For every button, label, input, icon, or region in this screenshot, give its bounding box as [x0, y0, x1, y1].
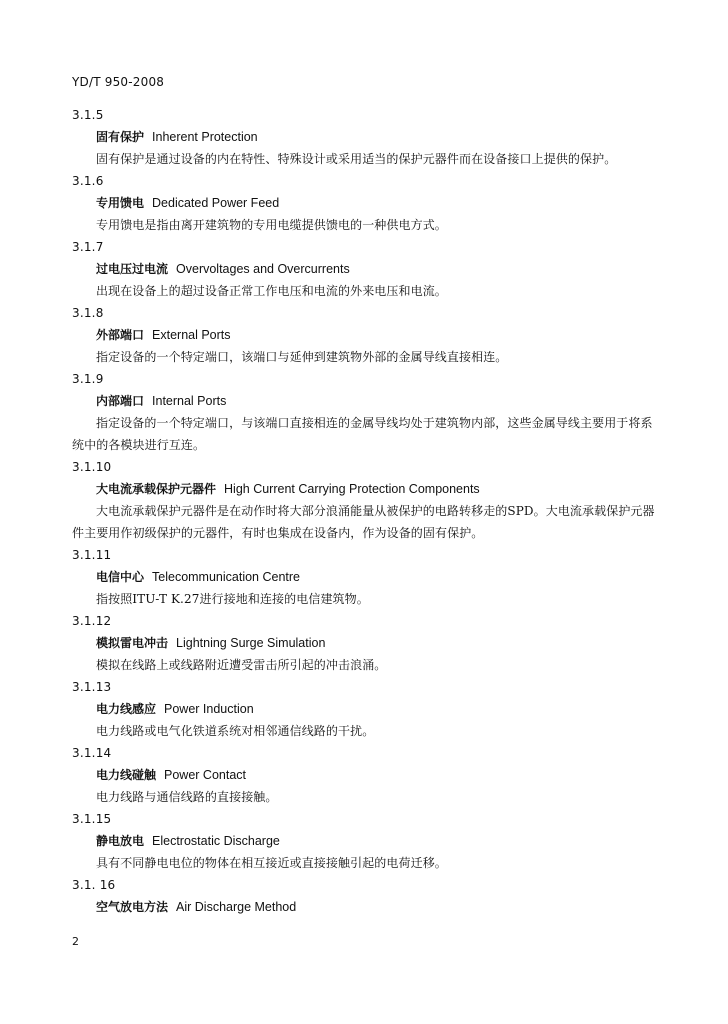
term-definition: 电力线路与通信线路的直接接触。 [96, 790, 278, 804]
term-en: Inherent Protection [152, 130, 258, 144]
term-entry [72, 236, 662, 302]
term-heading [72, 478, 662, 500]
term-zh: 外部端口 [96, 328, 145, 342]
section-number: 3.1.14 [72, 746, 112, 760]
term-zh: 静电放电 [96, 834, 145, 848]
section-number: 3.1.13 [72, 680, 112, 694]
term-zh: 大电流承载保护元器件 [96, 482, 217, 496]
term-heading [72, 830, 662, 852]
term-zh: 固有保护 [96, 130, 145, 144]
section-number: 3.1.9 [72, 372, 104, 386]
term-entry [72, 104, 662, 170]
term-zh: 空气放电方法 [96, 900, 169, 914]
term-en: Power Induction [164, 702, 254, 716]
term-entry [72, 456, 662, 544]
term-heading [72, 698, 662, 720]
term-entry [72, 302, 662, 368]
term-en: Overvoltages and Overcurrents [176, 262, 350, 276]
section-number: 3.1.7 [72, 240, 104, 254]
document-id-header: YD/T 950-2008 [72, 75, 165, 89]
term-entry [72, 742, 662, 808]
term-heading [72, 258, 662, 280]
term-entry [72, 368, 662, 456]
term-zh: 专用馈电 [96, 196, 145, 210]
term-definition: 电力线路或电气化铁道系统对相邻通信线路的干扰。 [96, 724, 375, 738]
section-number: 3.1.6 [72, 174, 104, 188]
term-heading [72, 632, 662, 654]
term-heading [72, 566, 662, 588]
term-en: Power Contact [164, 768, 246, 782]
term-en: High Current Carrying Protection Components [224, 482, 480, 496]
section-number: 3.1.15 [72, 812, 112, 826]
section-number: 3.1.5 [72, 108, 104, 122]
section-number: 3.1.11 [72, 548, 112, 562]
section-number: 3.1.10 [72, 460, 112, 474]
terms-list [72, 104, 662, 918]
term-definition: 具有不同静电电位的物体在相互接近或直接接触引起的电荷迁移。 [96, 856, 447, 870]
term-entry [72, 808, 662, 874]
term-en: Air Discharge Method [176, 900, 297, 914]
term-definition: 专用馈电是指由离开建筑物的专用电缆提供馈电的一种供电方式。 [96, 218, 447, 232]
term-definition: 指按照ITU-T K.27进行接地和连接的电信建筑物。 [96, 592, 369, 606]
term-en: Telecommunication Centre [152, 570, 301, 584]
term-definition: 固有保护是通过设备的内在特性、特殊设计或采用适当的保护元器件而在设备接口上提供的保护。 [96, 152, 617, 166]
term-en: Dedicated Power Feed [152, 196, 280, 210]
term-entry [72, 610, 662, 676]
term-definition: 指定设备的一个特定端口，与该端口直接相连的金属导线均处于建筑物内部，这些金属导线主要用于将系统中的各模块进行互连。 [72, 416, 653, 452]
term-entry [72, 676, 662, 742]
term-en: Internal Ports [152, 394, 227, 408]
term-en: External Ports [152, 328, 231, 342]
term-zh: 电信中心 [96, 570, 145, 584]
term-heading [72, 390, 662, 412]
term-heading [72, 896, 662, 918]
term-entry [72, 170, 662, 236]
section-number: 3.1.12 [72, 614, 112, 628]
term-zh: 电力线感应 [96, 702, 157, 716]
page-number: 2 [72, 935, 79, 948]
term-definition: 大电流承载保护元器件是在动作时将大部分浪涌能量从被保护的电路转移走的SPD。大电流承载保护元器件主要用作初级保护的元器件，有时也集成在设备内，作为设备的固有保护。 [72, 504, 655, 540]
term-heading [72, 192, 662, 214]
term-entry [72, 874, 662, 918]
section-number: 3.1.8 [72, 306, 104, 320]
term-heading [72, 764, 662, 786]
term-zh: 过电压过电流 [96, 262, 169, 276]
term-definition: 出现在设备上的超过设备正常工作电压和电流的外来电压和电流。 [96, 284, 447, 298]
term-zh: 电力线碰触 [96, 768, 157, 782]
section-number: 3.1. 16 [72, 878, 116, 892]
term-zh: 内部端口 [96, 394, 145, 408]
term-en: Lightning Surge Simulation [176, 636, 326, 650]
term-heading [72, 324, 662, 346]
term-en: Electrostatic Discharge [152, 834, 280, 848]
term-definition: 指定设备的一个特定端口，该端口与延伸到建筑物外部的金属导线直接相连。 [96, 350, 508, 364]
term-definition: 模拟在线路上或线路附近遭受雷击所引起的冲击浪涌。 [96, 658, 387, 672]
term-heading [72, 126, 662, 148]
term-entry [72, 544, 662, 610]
term-zh: 模拟雷电冲击 [96, 636, 169, 650]
